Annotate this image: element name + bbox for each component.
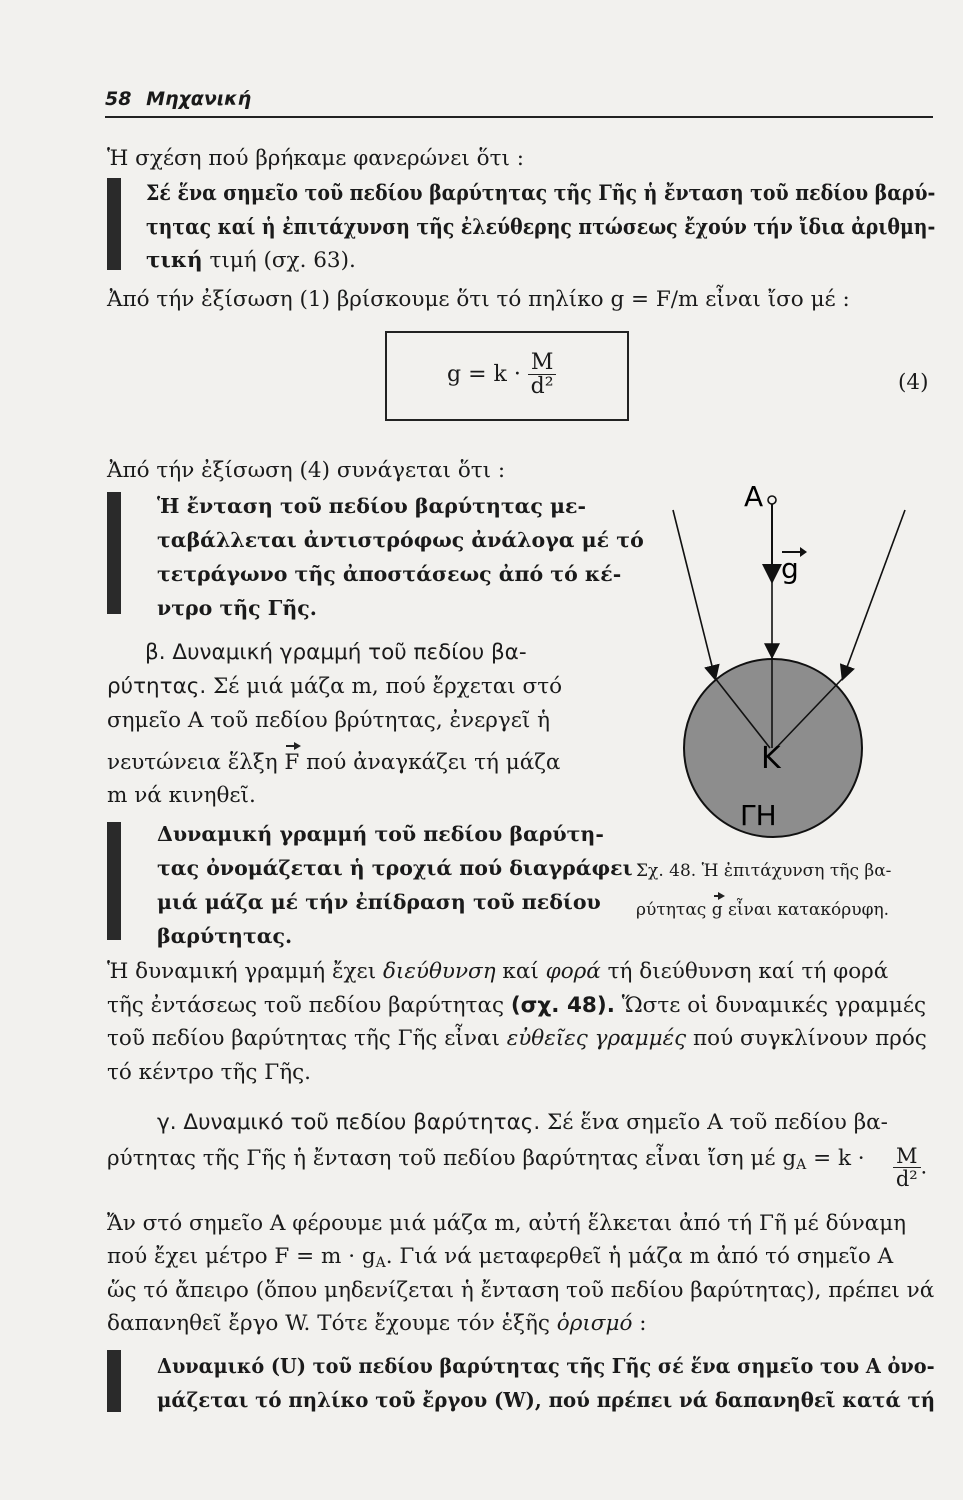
- label-vector-g: g: [781, 552, 799, 585]
- point-a-marker: [768, 496, 776, 504]
- paragraph-line: τῆς ἐντάσεως τοῦ πεδίου βαρύτητας (σχ. 48). Ὥστε οἱ δυναμικές γραμμές: [107, 993, 927, 1018]
- definition-line: τας ὀνομάζεται ἡ τροχιά πού διαγράφει: [157, 856, 633, 880]
- definition-line: Δυναμική γραμμή τοῦ πεδίου βαρύτη-: [157, 822, 604, 846]
- equation-fraction: [528, 351, 557, 399]
- equation: [447, 351, 556, 399]
- section-text-line: m νά κινηθεῖ.: [107, 783, 256, 808]
- label-point-a: A: [744, 480, 764, 513]
- paragraph-line: ρύτητας τῆς Γῆς ἡ ἔνταση τοῦ πεδίου βαρύτητας εἶναι ἴση μέ $g_A = k$ ·: [107, 1146, 865, 1173]
- equation-denominator: d²: [530, 374, 554, 400]
- g-vector-arrowhead: [800, 547, 807, 557]
- paragraph-line: πού ἔχει μέτρο $F = m \cdot g_A$. Γιά νά μεταφερθεῖ ἡ μάζα m ἀπό τό σημεῖο Α: [107, 1244, 894, 1271]
- equation-box: [385, 331, 629, 421]
- label-center-k: K: [761, 741, 781, 776]
- equation-label: (4): [898, 370, 929, 395]
- force-vector: F: [284, 750, 300, 775]
- section-text-line: σημεῖο Α τοῦ πεδίου βρύτητας, ἐνεργεῖ ἡ: [107, 708, 551, 733]
- section-heading: γ. Δυναμικό τοῦ πεδίου βαρύτητας.: [157, 1110, 541, 1135]
- figure-reference: (σχ. 48).: [510, 993, 615, 1018]
- paragraph-line: Ἡ δυναμική γραμμή ἔχει διεύθυνση καί φορά τή διεύθυνση καί τή φορά: [107, 959, 889, 984]
- intro-line: Ἡ σχέση πού βρήκαμε φανερώνει ὅτι :: [107, 146, 525, 171]
- definition-line: Δυναμικό (U) τοῦ πεδίου βαρύτητας τῆς Γῆς σέ ἕνα σημεῖο του Α ὀνο-: [157, 1354, 935, 1378]
- definition-line: τετράγωνο τῆς ἀποστάσεως ἀπό τό κέ-: [157, 562, 622, 586]
- section-heading-line: γ. Δυναμικό τοῦ πεδίου βαρύτητας. Σέ ἕνα σημεῖο Α τοῦ πεδίου βα-: [157, 1110, 888, 1135]
- equation-intro-line: Ἀπό τήν ἐξίσωση (1) βρίσκουμε ὅτι τό πηλίκο g = F/m εἶναι ἴσο μέ :: [107, 287, 850, 312]
- fraction-numerator: M: [893, 1145, 921, 1168]
- figure-caption: ρύτητας g εἶναι κατακόρυφη.: [636, 900, 890, 920]
- fraction-denominator: d²: [895, 1167, 918, 1192]
- label-earth: ΓΗ: [740, 799, 777, 832]
- definition-line: μιά μάζα μέ τήν ἐπίδραση τοῦ πεδίου: [157, 890, 601, 914]
- section-heading: β. Δυναμική γραμμή τοῦ πεδίου βα-: [145, 640, 527, 665]
- section-text-line: νευτώνεια ἕλξη F πού ἀναγκάζει τή μάζα: [107, 750, 561, 775]
- figure-gravity-field: [640, 470, 940, 850]
- definition-line: ντρο τῆς Γῆς.: [157, 596, 317, 620]
- header-rule: [105, 116, 933, 118]
- paragraph-line: Ἄν στό σημεῖο Α φέρουμε μιά μάζα m, αὐτή ἕλκεται ἀπό τή Γῆ μέ δύναμη: [107, 1211, 907, 1236]
- field-line-left: [673, 510, 715, 678]
- definition-line: τική τιμή (σχ. 63).: [146, 248, 356, 273]
- conclusion-intro-line: Ἀπό τήν ἐξίσωση (4) συνάγεται ὅτι :: [107, 458, 506, 483]
- definition-line: τητας καί ἡ ἐπιτάχυνση τῆς ἐλεύθερης πτώσεως ἔχούν τήν ἴδια ἀριθμη-: [146, 214, 936, 239]
- definition-line: ταβάλλεται ἀντιστρόφως ἀνάλογα μέ τό: [157, 528, 644, 552]
- paragraph-line: τοῦ πεδίου βαρύτητας τῆς Γῆς εἶναι εὐθεῖες γραμμές πού συγκλίνουν πρός: [107, 1026, 927, 1051]
- page-header: [105, 88, 251, 110]
- definition-marker: [107, 178, 121, 270]
- definition-line: βαρύτητας.: [157, 924, 293, 948]
- paragraph-line: ὥς τό ἄπειρο (ὅπου μηδενίζεται ἡ ἔνταση τοῦ πεδίου βαρύτητας), πρέπει νά: [107, 1278, 935, 1303]
- field-line-right: [843, 510, 905, 678]
- definition-line: Σέ ἕνα σημεῖο τοῦ πεδίου βαρύτητας τῆς Γῆς ἡ ἔνταση τοῦ πεδίου βαρύ-: [146, 180, 936, 205]
- definition-marker: [107, 492, 121, 614]
- inline-fraction: $\frac{M}{\text{d²}}$ .: [893, 1145, 927, 1191]
- paragraph-line: τό κέντρο τῆς Γῆς.: [107, 1060, 311, 1085]
- equation-lhs: g = k ·: [447, 362, 521, 388]
- figure-caption: Σχ. 48. Ἡ ἐπιτάχυνση τῆς βα-: [636, 861, 892, 881]
- definition-marker: [107, 822, 121, 940]
- chapter-title: Μηχανική: [146, 88, 252, 110]
- equation-numerator: M: [528, 351, 557, 375]
- definition-line: Ἡ ἔνταση τοῦ πεδίου βαρύτητας με-: [157, 494, 587, 518]
- caption-g-vector: g: [711, 900, 723, 920]
- page-number: 58: [105, 88, 132, 110]
- definition-line: μάζεται τό πηλίκο τοῦ ἔργου (W), πού πρέπει νά δαπανηθεῖ κατά τή: [157, 1388, 936, 1412]
- definition-marker: [107, 1350, 121, 1412]
- section-text-line: ρύτητας. Σέ μιά μάζα m, πού ἔρχεται στό: [107, 674, 563, 699]
- paragraph-line: δαπανηθεῖ ἔργο W. Τότε ἔχουμε τόν ἑξῆς ὁρισμό :: [107, 1311, 647, 1336]
